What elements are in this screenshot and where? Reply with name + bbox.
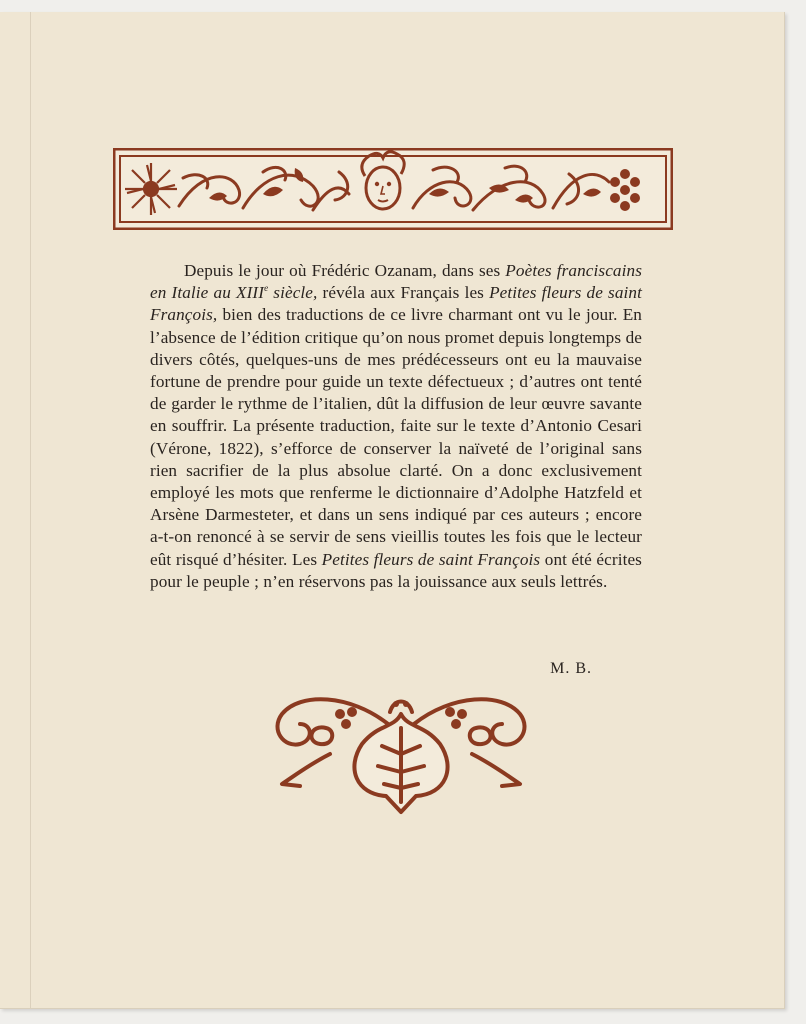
- text-run: ont été écrites pour le peuple ; n’en réservons pas la jouissance aux seuls lettrés.: [150, 549, 642, 591]
- text-run: révéla aux Français les: [317, 283, 490, 303]
- floral-frieze-ornament: [113, 148, 673, 230]
- text-run: bien des traductions de ce livre charmant ont vu le jour. En l’absence de l’édition critique qu’on nous promet depuis longtemps de divers côtés, quelques-uns de mes prédécesseurs ont eu la mauvaise fortune de prendre pour guide un texte défectueux ; d’autres ont tenté de garder le rythme de l’italien, dût la diffusion de leur œuvre savante en souffrir. La présente traduction, faite sur le texte d’Antonio Cesari (Vérone, 1822), s’efforce de conserver la naïveté de l’original sans rien sacrifier de la plus absolue clarté. On a donc exclusivement employé les mots que renferme le dictionnaire d’Adolphe Hatzfeld et Arsène Darmesteter, et dans un sens indiqué par ces auteurs ; encore a-t-on renoncé à se servir de sens vieillis toutes les fois que le lecteur eût risqué d’hésiter. Les: [150, 305, 642, 569]
- preface-text: [150, 260, 642, 593]
- preface-paragraph: [150, 260, 642, 593]
- book-title-italic-end: siècle,: [268, 283, 318, 303]
- author-signature: M. B.: [550, 660, 592, 677]
- book-title-italic: Poètes franciscains en Italie au XIII: [150, 261, 642, 303]
- petites-fleurs-title-2: Petites fleurs de saint François: [321, 549, 541, 569]
- page-gutter: [30, 12, 31, 1008]
- leaf-scroll-ornament: [270, 684, 532, 816]
- text-run: Depuis le jour où Frédéric Ozanam, dans ses: [184, 261, 506, 280]
- book-page: [0, 12, 785, 1009]
- petites-fleurs-title: Petites fleurs de saint François,: [150, 283, 642, 325]
- superscript-e: e: [264, 283, 269, 294]
- daisy-flower-icon: [125, 163, 177, 215]
